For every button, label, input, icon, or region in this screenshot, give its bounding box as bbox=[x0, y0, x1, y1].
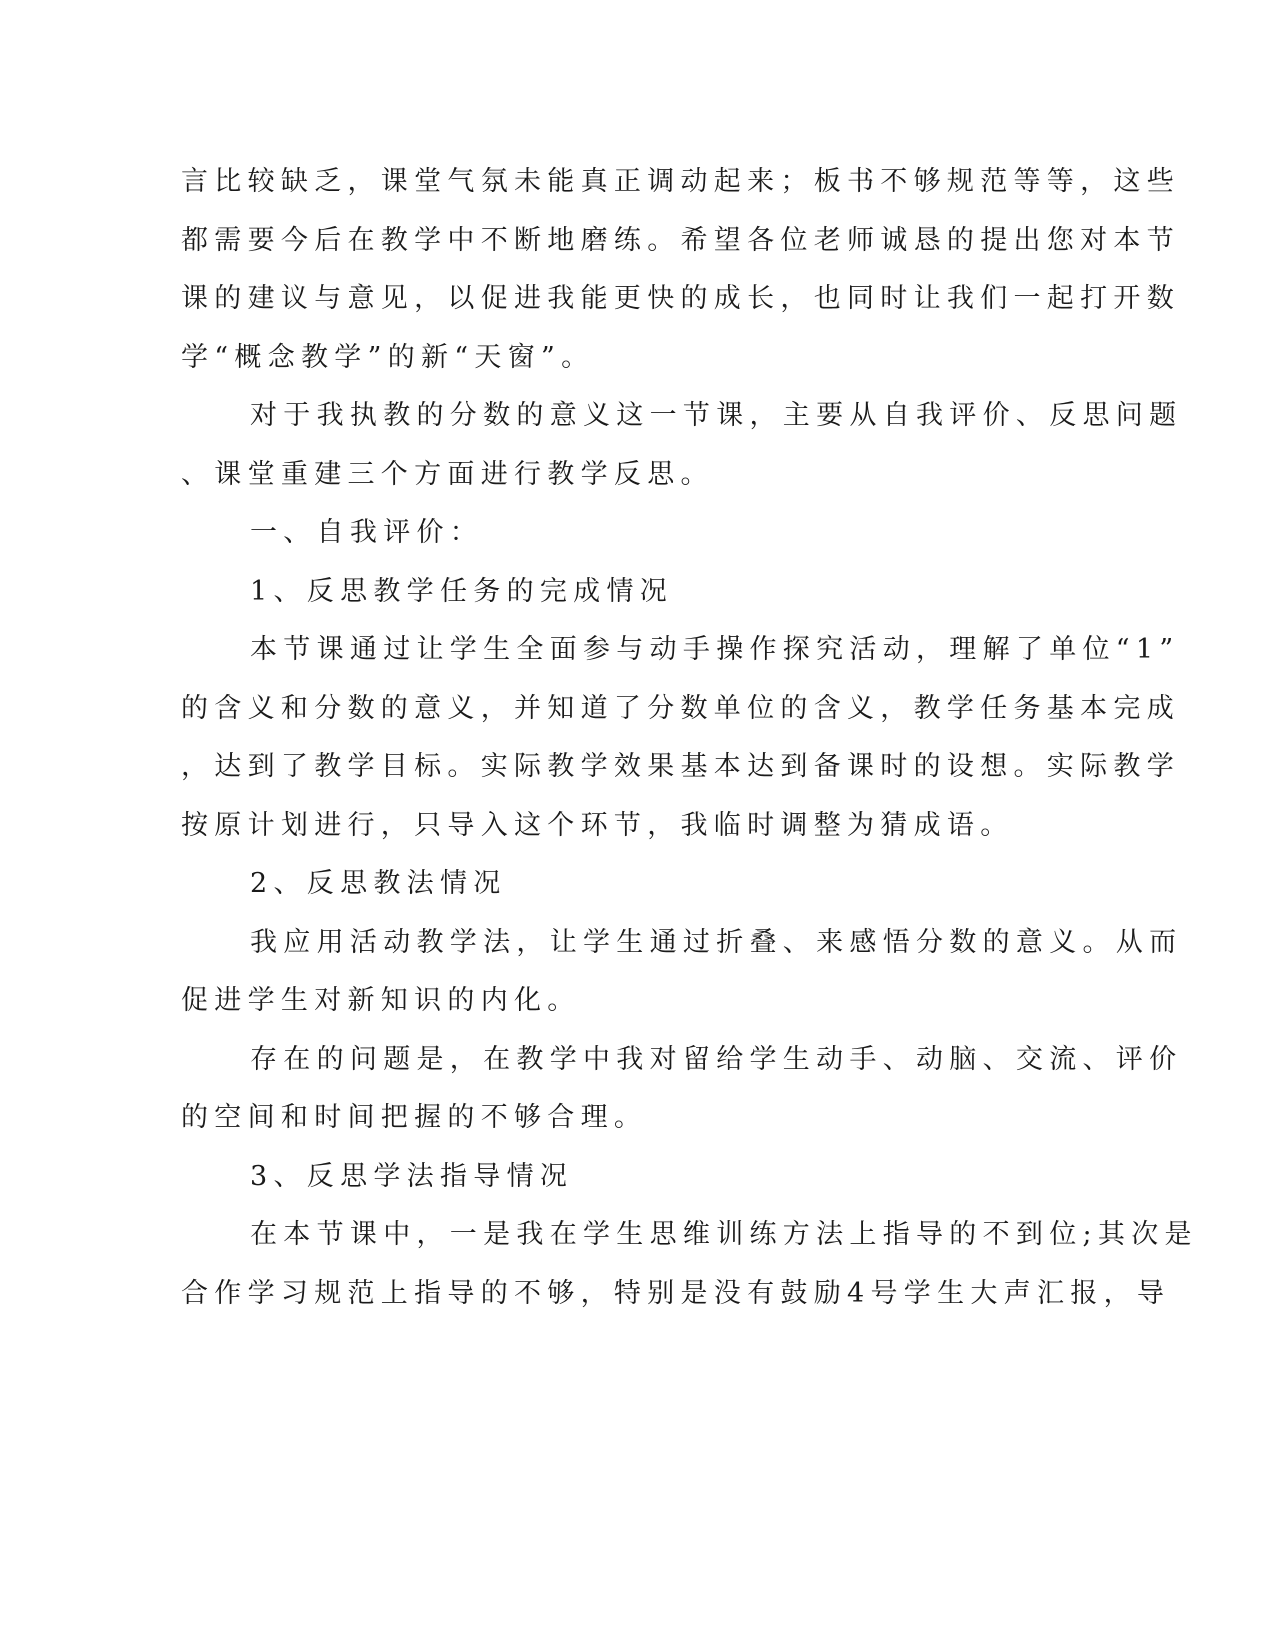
text-line: 言比较缺乏，课堂气氛未能真正调动起来；板书不够规范等等，这些 bbox=[181, 166, 1180, 197]
text-line: 的空间和时间把握的不够合理。 bbox=[181, 1102, 648, 1133]
text-line: 课的建议与意见，以促进我能更快的成长，也同时让我们一起打开数 bbox=[181, 283, 1180, 314]
text-line: 本节课通过让学生全面参与动手操作探究活动，理解了单位“1” bbox=[250, 634, 1180, 665]
text-line: 在本节课中，一是我在学生思维训练方法上指导的不到位;其次是 bbox=[250, 1219, 1198, 1250]
text-line: 按原计划进行，只导入这个环节，我临时调整为猜成语。 bbox=[181, 810, 1014, 841]
subsection-heading: 2、反思教法情况 bbox=[250, 868, 507, 899]
text-line: 对于我执教的分数的意义这一节课，主要从自我评价、反思问题 bbox=[250, 400, 1183, 431]
text-line: 合作学习规范上指导的不够，特别是没有鼓励4号学生大声汇报，导 bbox=[181, 1278, 1171, 1309]
text-line: 、课堂重建三个方面进行教学反思。 bbox=[181, 459, 714, 490]
text-line: 学“概念教学”的新“天窗”。 bbox=[181, 342, 595, 373]
section-heading: 一、自我评价： bbox=[250, 517, 484, 548]
subsection-heading: 3、反思学法指导情况 bbox=[250, 1161, 574, 1192]
text-line: 我应用活动教学法，让学生通过折叠、来感悟分数的意义。从而 bbox=[250, 927, 1183, 958]
text-line: 存在的问题是，在教学中我对留给学生动手、动脑、交流、评价 bbox=[250, 1044, 1183, 1075]
text-line: 促进学生对新知识的内化。 bbox=[181, 985, 581, 1016]
text-line: 的含义和分数的意义，并知道了分数单位的含义，教学任务基本完成 bbox=[181, 693, 1180, 724]
text-line: ，达到了教学目标。实际教学效果基本达到备课时的设想。实际教学 bbox=[181, 751, 1180, 782]
subsection-heading: 1、反思教学任务的完成情况 bbox=[250, 576, 674, 607]
text-line: 都需要今后在教学中不断地磨练。希望各位老师诚恳的提出您对本节 bbox=[181, 225, 1180, 256]
